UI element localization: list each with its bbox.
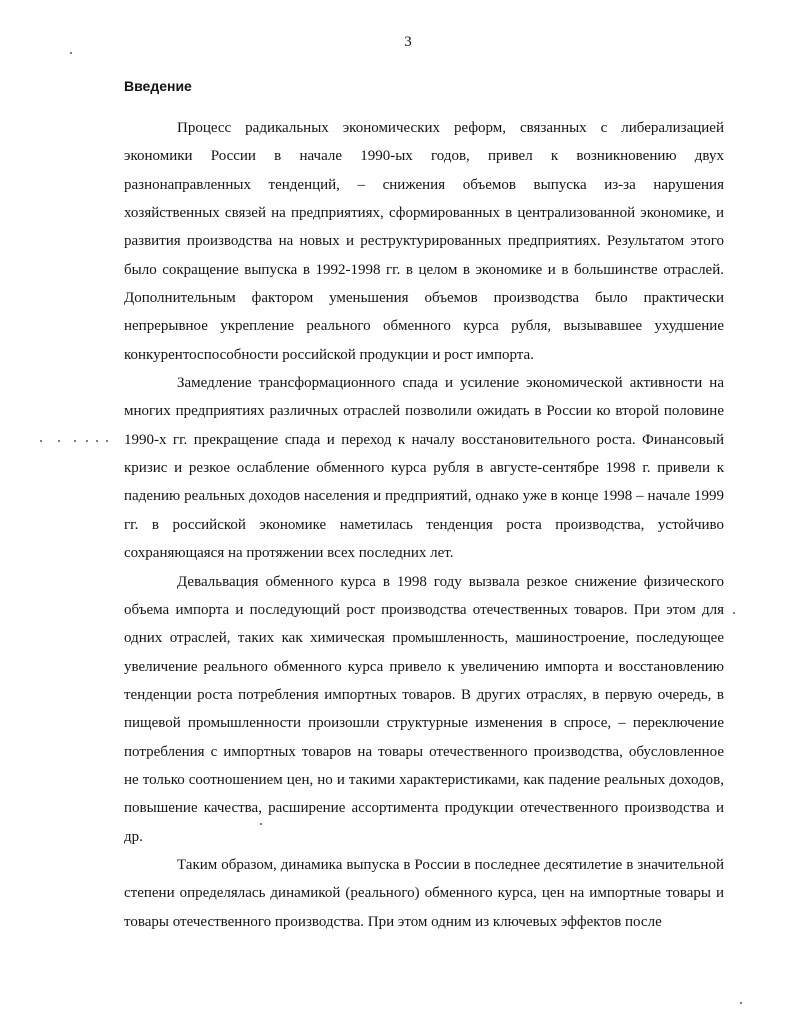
scan-speck [40,440,42,442]
paragraph-3: Девальвация обменного курса в 1998 году вызвала резкое снижение физического объема импорта и последующий рост производства отечественных товаров. При этом для одних отраслей, таких как химическая промышленность, машиностроение, последующее увеличение реального обменного курса привело к увеличению импорта и восстановлению тенденции роста потребления импортных товаров. В других отраслях, в первую очередь, в пищевой промышленности произошли структурные изменения в спросе, – переключение потребления с импортных товаров на товары отечественного производства, обусловленное не только соотношением цен, но и такими характеристиками, как падение реальных доходов, повышение качества, расширение ассортимента продукции отечественного производства и др. [124,573,724,845]
paragraph-4: Таким образом, динамика выпуска в России в последнее десятилетие в значительной степени определялась динамикой (реального) обменного курса, цен на импортные товары и товары отечественного производства. При этом одним из ключевых эффектов после [124,856,724,930]
scan-speck [58,440,60,442]
body-text [124,114,724,936]
paragraph-1: Процесс радикальных экономических реформ, связанных с либерализацией экономики России в начале 1990-ых годов, привел к возникновению двух разнонаправленных тенденций, – снижения объемов выпуска из-за нарушения хозяйственных связей на предприятиях, сформированных в централизованной экономике, и развития производства на новых и реструктурированных предприятиях. Результатом этого было сокращение выпуска в 1992-1998 гг. в целом в экономике и в большинстве отраслей. Дополнительным фактором уменьшения объемов производства было практически непрерывное укрепление реального обменного курса рубля, вызывавшее ухудшение конкурентоспособности российской продукции и рост импорта. [124,120,724,363]
section-heading: Введение [124,78,192,94]
scan-speck [86,440,88,442]
scan-speck [74,440,76,442]
scan-speck [96,440,98,442]
scan-speck [260,823,262,825]
scan-speck [70,52,72,54]
page-number: 3 [404,34,412,50]
scan-speck [106,440,108,442]
scan-speck [740,1002,742,1004]
scan-speck [733,612,735,614]
paragraph-2: Замедление трансформационного спада и усиление экономической активности на многих предприятиях различных отраслей позволили ожидать в России ко второй половине 1990-х гг. прекращение спада и переход к началу восстановительного роста. Финансовый кризис и резкое ослабление обменного курса рубля в августе-сентябре 1998 г. привели к падению реальных доходов населения и предприятий, однако уже в конце 1998 – начале 1999 гг. в российской экономике наметилась тенденция роста производства, устойчиво сохраняющаяся на протяжении всех последних лет. [124,375,724,562]
